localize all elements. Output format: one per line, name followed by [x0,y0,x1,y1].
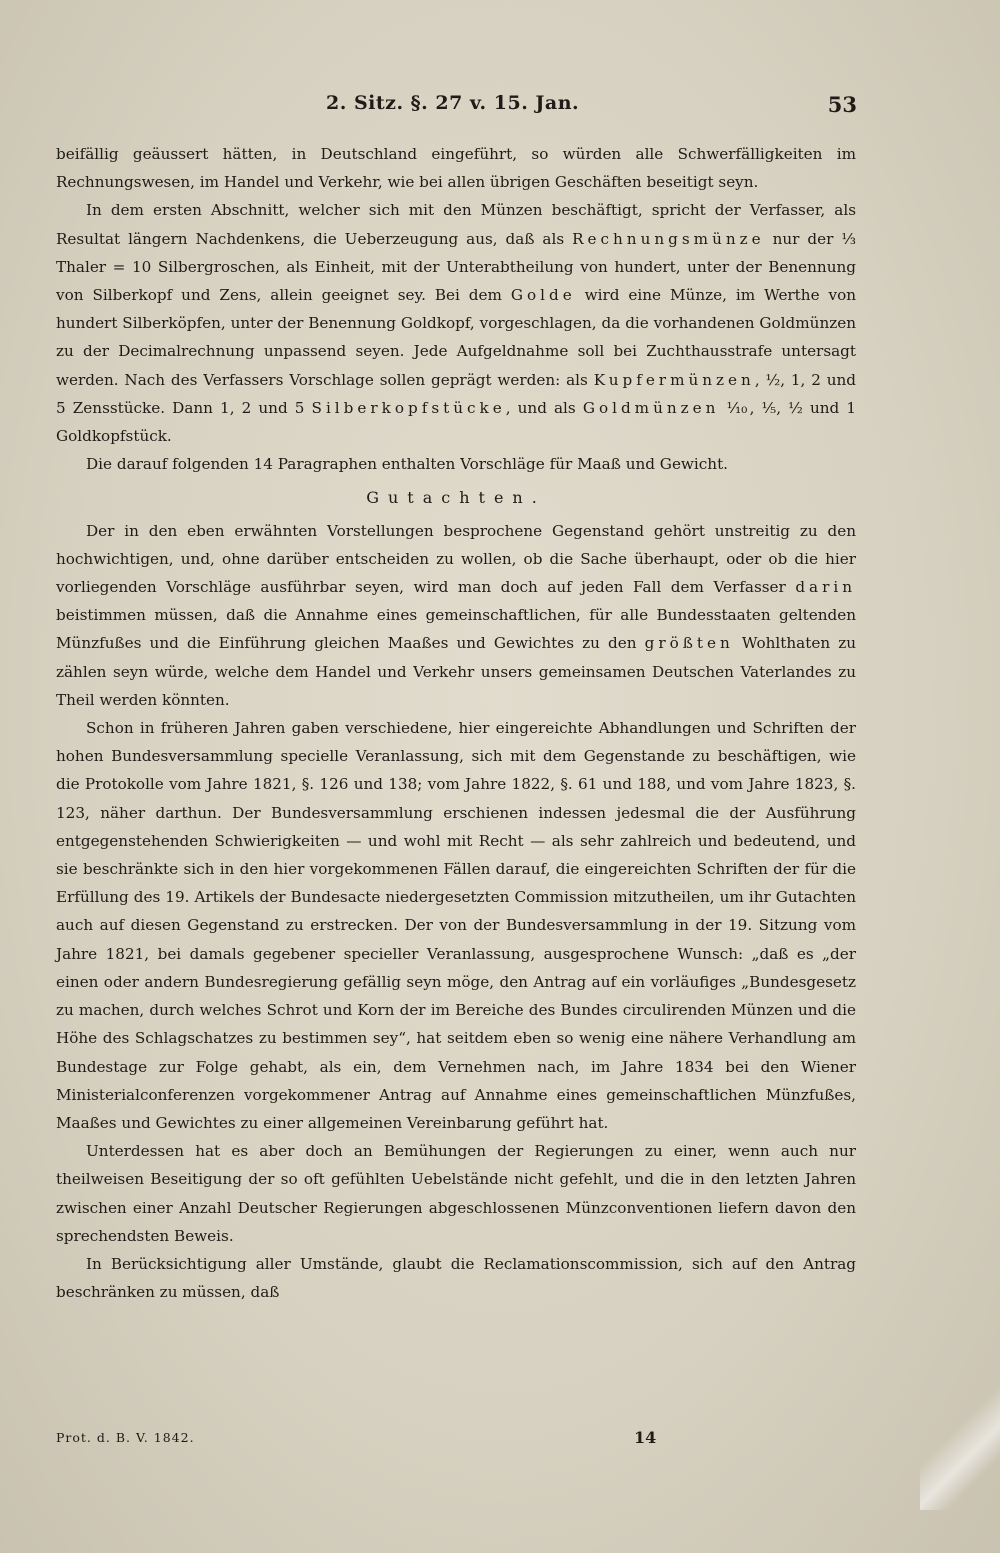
paragraph-1: beifällig geäussert hätten, in Deutschland eingeführt, so würden alle Schwerfälligkeiten im Rechnungswesen, im Handel und Verkehr, wie bei allen übrigen Geschäften beseitigt seyn. [56,145,856,192]
p2-spaced-goldmuenzen: Goldmünzen [582,398,720,417]
p2-spaced-silberkopfstuecke: Silberkopfstücke [311,398,506,417]
page-edge-shadow [920,1380,1000,1510]
p2-text-b: nur der ⅓ Thaler = 10 Silbergroschen, als Einheit, mit der Unterabtheilung von hundert, unter der Benennung von Silberkopf und Zens, allein geeignet sey. Bei dem [56,229,856,305]
page-footer [56,1430,856,1454]
paragraph-3: Die darauf folgenden 14 Paragraphen enthalten Vorschläge für Maaß und Gewicht. [86,455,729,474]
p2-spaced-kupfermuenzen: Kupfermünzen [593,370,755,389]
paragraph-4 [56,517,856,714]
page-header [56,92,857,122]
p4-text-a: Der in den eben erwähnten Vorstellungen besprochene Gegenstand gehört unstreitig zu den hochwichtigen, und, ohne darüber entscheiden zu wollen, ob die Sache überhaupt, oder ob die hier vorliegenden Vorschläge ausführbar seyen, wird man doch auf jeden Fall dem Verfasser [56,521,856,597]
page-number: 53 [827,92,857,117]
p2-text-c: wird eine Münze, im Werthe von hundert Silberköpfen, unter der Benennung Goldkopf, vorgeschlagen, da die vorhandenen Goldmünzen zu der Decimalrechnung unpassend seyen. Jede Aufgeldnahme soll bei Zuchthausstrafe untersagt werden. Nach des Verfassers Vorschlage sollen geprägt werden: als [56,286,857,389]
body-text [56,140,856,1306]
p2-spaced-rechnungsmuenze: Rechnungsmünze [572,229,765,248]
running-title: 2. Sitz. §. 27 v. 15. Jan. [326,92,580,114]
sheet-number: 14 [634,1428,657,1447]
paragraph-6: Unterdessen hat es aber doch an Bemühungen der Regierungen zu einer, wenn auch nur theilweisen Beseitigung der so oft gefühlten Uebelstände nicht gefehlt, und die in den letzten Jahren zwischen einer Anzahl Deutscher Regierungen abgeschlossenen Münzconventionen liefern davon den sprechendsten Beweis. [56,1142,856,1245]
footer-signature: Prot. d. B. V. 1842. [56,1430,195,1445]
p2-text-f: ⅒, ⅕, ½ und 1 Goldkopfstück. [56,398,856,446]
p2-spaced-golde: Golde [510,286,576,305]
paragraph-5: Schon in früheren Jahren gaben verschiedene, hier eingereichte Abhandlungen und Schriften der hohen Bundesversammlung specielle Veranlassung, sich mit dem Gegenstande zu beschäftigen, wie die Protokolle vom Jahre 1821, §. 126 und 138; vom Jahre 1822, §. 61 und 188, und vom Jahre 1823, §. 123, näher darthun. Der Bundesversammlung erschienen indessen jedesmal die der Ausführung entgegenstehenden Schwierigkeiten — und wohl mit Recht — als sehr zahlreich und bedeutend, und sie beschränkte sich in den hier vorgekommenen Fällen darauf, die eingereichten Schriften der für die Erfüllung des 19. Artikels der Bundesacte niedergesetzten Commission mitzutheilen, um ihr Gutachten auch auf diesen Gegenstand zu erstrecken. Der von der Bundesversammlung in der 19. Sitzung vom Jahre 1821, bei damals gegebener specieller Veranlassung, ausgesprochene Wunsch: „daß es „der einen oder andern Bundesregierung gefällig seyn möge, den Antrag auf ein vorläufiges „Bundesgesetz zu machen, durch welches Schrot und Korn der im Bereiche des Bundes circulirenden Münzen und die Höhe des Schlagschatzes zu bestimmen sey“, hat seitdem eben so wenig eine nähere Verhandlung am Bundestage zur Folge gehabt, als ein, dem Vernehmen nach, im Jahre 1834 bei den Wiener Ministerialconferenzen vorgekommener Antrag auf Annahme eines gemeinschaftlichen Münzfußes, Maaßes und Gewichtes zu einer allgemeinen Vereinbarung geführt hat. [56,719,856,1132]
p4-text-b: beistimmen müssen, daß die Annahme eines gemeinschaftlichen, für alle Bundesstaaten geltenden Münzfußes und die Einführung gleichen Maaßes und Gewichtes zu den [56,606,856,653]
paragraph-7: In Berücksichtigung aller Umstände, glaubt die Reclamationscommission, sich auf den Antrag beschränken zu müssen, daß [56,1254,856,1302]
paragraph-2 [56,196,856,450]
p2-text-e: , und als [505,398,583,417]
p2-text-d: , ½, 1, 2 und 5 Zensstücke. Dann 1, 2 und 5 [56,370,857,417]
p2-text-a: In dem ersten Abschnitt, welcher sich mit den Münzen beschäftigt, spricht der Verfasser, als Resultat längern Nachdenkens, die Ueberzeugung aus, daß als [56,201,856,248]
p4-spaced-groessten: größten [644,634,734,653]
p4-spaced-darin: darin [795,578,856,597]
section-heading-gutachten: Gutachten. [366,488,546,508]
p4-text-c: Wohlthaten zu zählen seyn würde, welche dem Handel und Verkehr unsers gemeinsamen Deutschen Vaterlandes zu Theil werden könnten. [56,634,856,709]
